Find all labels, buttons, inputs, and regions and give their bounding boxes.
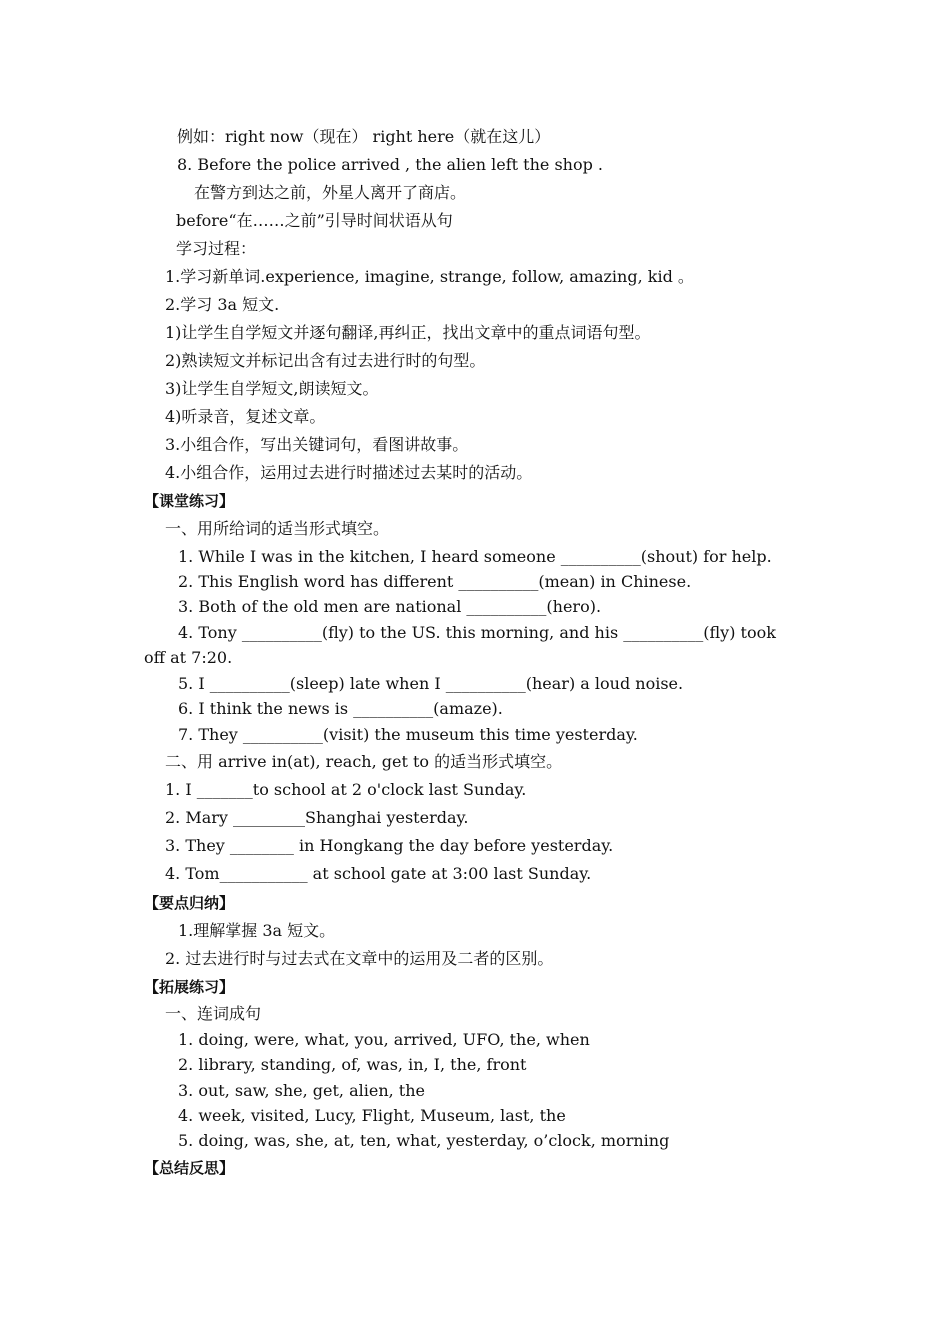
- point-1: 1.理解掌握 3a 短文。: [178, 921, 336, 940]
- section-heading-points: 【要点归纳】: [144, 894, 235, 912]
- process-substep-4: 4)听录音，复述文章。: [165, 407, 326, 426]
- section-heading-reflection: 【总结反思】: [144, 1159, 235, 1177]
- practice-part2-title: 二、用 arrive in(at), reach, get to 的适当形式填空。: [165, 752, 563, 771]
- process-step-1: 1.学习新单词.experience, imagine, strange, follow, amazing, kid 。: [165, 267, 694, 286]
- process-step-3: 3.小组合作，写出关键词句，看图讲故事。: [165, 435, 469, 454]
- practice-part1-title: 一、用所给词的适当形式填空。: [165, 519, 390, 538]
- process-substep-2: 2)熟读短文并标记出含有过去进行时的句型。: [165, 351, 486, 370]
- example-line: 例如：right now（现在） right here（就在这儿）: [177, 127, 551, 146]
- extension-s1: 1. doing, were, what, you, arrived, UFO, the, when: [178, 1030, 590, 1049]
- before-note: before“在……之前”引导时间状语从句: [176, 211, 453, 230]
- practice-q6: 6. I think the news is __________(amaze).: [178, 699, 503, 718]
- section-heading-practice: 【课堂练习】: [144, 492, 235, 510]
- extension-part-title: 一、连词成句: [165, 1004, 262, 1023]
- sentence-8: 8. Before the police arrived , the alien left the shop .: [177, 155, 604, 174]
- point-2: 2. 过去进行时与过去式在文章中的运用及二者的区别。: [165, 949, 554, 968]
- practice-r2: 2. Mary _________Shanghai yesterday.: [165, 808, 469, 827]
- process-substep-3: 3)让学生自学短文,朗读短文。: [165, 379, 379, 398]
- section-heading-extension: 【拓展练习】: [144, 978, 235, 996]
- extension-s4: 4. week, visited, Lucy, Flight, Museum, last, the: [178, 1106, 566, 1125]
- practice-q5: 5. I __________(sleep) late when I __________(hear) a loud noise.: [178, 674, 684, 693]
- practice-q3: 3. Both of the old men are national __________(hero).: [178, 597, 602, 616]
- process-substep-1: 1)让学生自学短文并逐句翻译,再纠正，找出文章中的重点词语句型。: [165, 323, 651, 342]
- practice-r1: 1. I _______to school at 2 o'clock last Sunday.: [165, 780, 527, 799]
- practice-r3: 3. They ________ in Hongkang the day before yesterday.: [165, 836, 614, 855]
- practice-q7: 7. They __________(visit) the museum this time yesterday.: [178, 725, 638, 744]
- extension-s3: 3. out, saw, she, get, alien, the: [178, 1081, 425, 1100]
- practice-r4: 4. Tom___________ at school gate at 3:00 last Sunday.: [165, 864, 592, 883]
- extension-s2: 2. library, standing, of, was, in, I, the, front: [178, 1055, 527, 1074]
- sentence-8-translation: 在警方到达之前，外星人离开了商店。: [194, 183, 467, 202]
- extension-s5: 5. doing, was, she, at, ten, what, yesterday, o’clock, morning: [178, 1131, 670, 1150]
- process-step-4: 4.小组合作，运用过去进行时描述过去某时的活动。: [165, 463, 533, 482]
- practice-q1: 1. While I was in the kitchen, I heard someone __________(shout) for help.: [178, 547, 772, 566]
- practice-q4-line1: 4. Tony __________(fly) to the US. this morning, and his __________(fly) took: [178, 623, 776, 642]
- learning-process-heading: 学习过程：: [176, 239, 257, 258]
- practice-q4-line2: off at 7:20.: [144, 648, 233, 667]
- practice-q2: 2. This English word has different __________(mean) in Chinese.: [178, 572, 692, 591]
- process-step-2: 2.学习 3a 短文.: [165, 295, 280, 314]
